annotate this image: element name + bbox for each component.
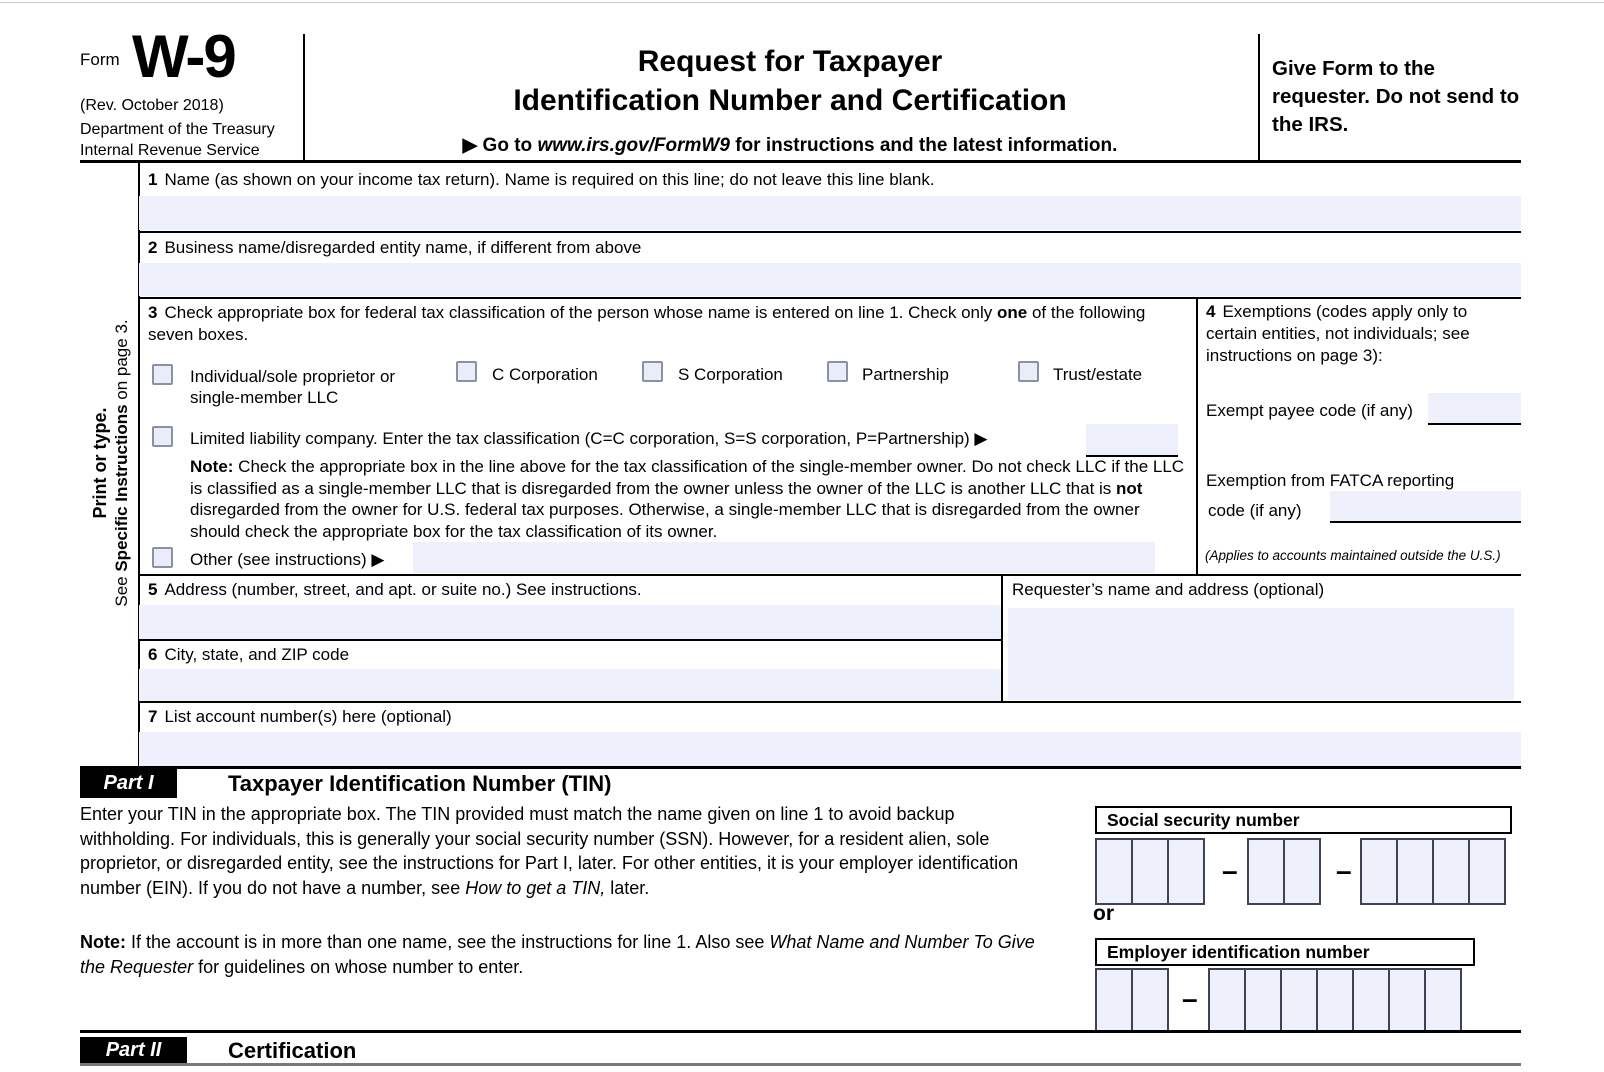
arrow-icon: ▶ (462, 135, 478, 156)
part1-badge: Part I (80, 769, 177, 798)
arrow-icon: ▶ (974, 429, 988, 448)
sidebar-line2: See Specific Instructions on page 3. (112, 319, 131, 607)
ein-cell[interactable] (1316, 968, 1354, 1033)
ein-cell[interactable] (1388, 968, 1426, 1033)
give-form-notice: Give Form to the requester. Do not send to the IRS. (1272, 57, 1520, 136)
fatca-label-line2: code (if any) (1208, 501, 1302, 520)
ssn-cell[interactable] (1283, 838, 1321, 905)
arrow-icon: ▶ (371, 550, 385, 569)
line6-label: 6 City, state, and ZIP code (148, 645, 350, 664)
checkbox-individual-sole-proprietor[interactable] (152, 364, 173, 385)
line2-label: 2 Business name/disregarded entity name, if different from above (148, 238, 642, 257)
line3-label: 3 Check appropriate box for federal tax classification of the person whose name is entered on line 1. Check only one of the following seven boxes. (148, 303, 1146, 344)
checkbox-label-c-corporation: C Corporation (492, 365, 598, 384)
line5-label: 5 Address (number, street, and apt. or suite no.) See instructions. (148, 580, 642, 599)
form-number: W-9 (132, 23, 235, 90)
other-label: Other (see instructions) ▶ (190, 550, 385, 569)
ssn-cell[interactable] (1432, 838, 1470, 905)
part1-note: Note: If the account is in more than one name, see the instructions for line 1. Also see What Name and Number To Give the Requester for guidelines on whose number to enter. (80, 932, 1035, 977)
llc-classification-input[interactable] (1086, 424, 1178, 457)
print-or-type-sidebar (89, 258, 135, 668)
or-label: or (1093, 902, 1114, 925)
checkbox-c-corporation[interactable] (456, 361, 477, 382)
ein-cell[interactable] (1244, 968, 1282, 1033)
part2-top-rule (80, 1030, 1521, 1033)
checkbox-label-trust-estate: Trust/estate (1053, 365, 1143, 384)
box3-box4-divider (1196, 297, 1198, 574)
ssn-cell[interactable] (1468, 838, 1506, 905)
llc-label: Limited liability company. Enter the tax classification (C=C corporation, S=S corporation, P=Partnership) ▶ (190, 429, 988, 448)
form-title (320, 42, 1260, 120)
ssn-cell[interactable] (1095, 838, 1133, 905)
account-numbers-input[interactable] (139, 732, 1521, 766)
city-state-zip-input[interactable] (139, 669, 1001, 701)
form-title-line2: Identification Number and Certification (513, 84, 1067, 117)
header-divider-right (1258, 34, 1260, 162)
form-revision: (Rev. October 2018) (80, 97, 224, 114)
form-title-line1: Request for Taxpayer (637, 45, 943, 78)
ssn-group-1 (1095, 838, 1205, 905)
checkbox-llc[interactable] (152, 426, 173, 447)
address-requester-divider (1001, 574, 1003, 701)
checkbox-label-s-corporation: S Corporation (678, 365, 783, 384)
checkbox-label-individual: Individual/sole proprietor or single-member LLC (190, 367, 396, 407)
ssn-cell[interactable] (1247, 838, 1285, 905)
exempt-payee-code-input[interactable] (1428, 393, 1521, 425)
ein-box-label: Employer identification number (1095, 938, 1475, 966)
ein-cell[interactable] (1280, 968, 1318, 1033)
department-line: Department of the Treasury (80, 121, 275, 138)
ssn-cell[interactable] (1396, 838, 1434, 905)
ein-dash: – (1182, 983, 1198, 1014)
ssn-group-2 (1247, 838, 1321, 905)
checkbox-trust-estate[interactable] (1018, 361, 1039, 382)
header-divider-left (303, 34, 305, 162)
address-input[interactable] (139, 605, 1001, 639)
part2-title: Certification (228, 1038, 357, 1063)
line1-label: 1 Name (as shown on your income tax return). Name is required on this line; do not leave this line blank. (148, 170, 935, 189)
row6-divider (138, 701, 1521, 703)
ssn-dash-2: – (1336, 855, 1352, 886)
part1-instructions: Enter your TIN in the appropriate box. The TIN provided must match the name given on line 1 to avoid backup withholding. For individuals, this is generally your social security number (SSN). However, for a resident alien, sole proprietor, or disregarded entity, see the instructions for Part I, later. For other entities, it is your employer identification number (EIN). If you do not have a number, see How to get a TIN, later. (80, 804, 1019, 898)
ein-group-1 (1095, 968, 1169, 1033)
header-bottom-rule (80, 160, 1521, 163)
line7-label: 7 List account number(s) here (optional) (148, 707, 452, 726)
requester-label: Requester’s name and address (optional) (1012, 580, 1325, 599)
row5-divider (138, 639, 1001, 641)
row1-divider (138, 231, 1521, 233)
part2-badge: Part II (80, 1037, 187, 1064)
checkbox-label-partnership: Partnership (862, 365, 949, 384)
irs-url-link[interactable]: www.irs.gov/FormW9 (537, 135, 730, 156)
line4-label: 4 Exemptions (codes apply only to certain entities, not individuals; see instructions on page 3): (1206, 302, 1470, 365)
form-word: Form (80, 50, 120, 69)
ein-group-2 (1208, 968, 1462, 1033)
ssn-cell[interactable] (1131, 838, 1169, 905)
sidebar-line1: Print or type. (90, 407, 110, 519)
ssn-dash-1: – (1222, 855, 1238, 886)
ein-cell[interactable] (1208, 968, 1246, 1033)
ssn-group-3 (1360, 838, 1506, 905)
fatca-applies-note: (Applies to accounts maintained outside the U.S.) (1205, 548, 1501, 563)
row2-divider (138, 297, 1521, 299)
checkbox-other[interactable] (152, 547, 173, 568)
page-top-divider (0, 2, 1604, 3)
ssn-cell[interactable] (1360, 838, 1398, 905)
fatca-label-line1: Exemption from FATCA reporting (1206, 471, 1455, 490)
ein-cell[interactable] (1095, 968, 1133, 1033)
ssn-cell[interactable] (1167, 838, 1205, 905)
ein-cell[interactable] (1424, 968, 1462, 1033)
line3-note: Note: Check the appropriate box in the line above for the tax classification of the single-member owner. Do not check LLC if the LLC is classified as a single-member LLC that is disregarded from the owner unless the owner of the LLC is another LLC that is not disregarded from the owner for U.S. federal tax purposes. Otherwise, a single-member LLC that is disregarded from the owner should check the appropriate box for the tax classification of its owner. (190, 457, 1185, 541)
checkbox-partnership[interactable] (827, 361, 848, 382)
service-line: Internal Revenue Service (80, 142, 260, 159)
requester-name-address-input[interactable] (1008, 608, 1514, 700)
ein-cell[interactable] (1131, 968, 1169, 1033)
business-name-input[interactable] (139, 263, 1521, 296)
part1-title: Taxpayer Identification Number (TIN) (228, 771, 612, 796)
fatca-code-input[interactable] (1330, 491, 1521, 523)
part1-top-rule (80, 766, 1521, 769)
ein-cell[interactable] (1352, 968, 1390, 1033)
checkbox-s-corporation[interactable] (642, 361, 663, 382)
name-input[interactable] (139, 196, 1521, 230)
ssn-box-label: Social security number (1095, 806, 1512, 834)
row3-divider (138, 574, 1521, 576)
exempt-payee-label: Exempt payee code (if any) (1206, 401, 1413, 420)
part2-bottom-rule (80, 1063, 1521, 1066)
other-classification-input[interactable] (413, 542, 1155, 573)
goto-line: ▶ Go to www.irs.gov/FormW9 for instructions and the latest information. (462, 135, 1118, 156)
